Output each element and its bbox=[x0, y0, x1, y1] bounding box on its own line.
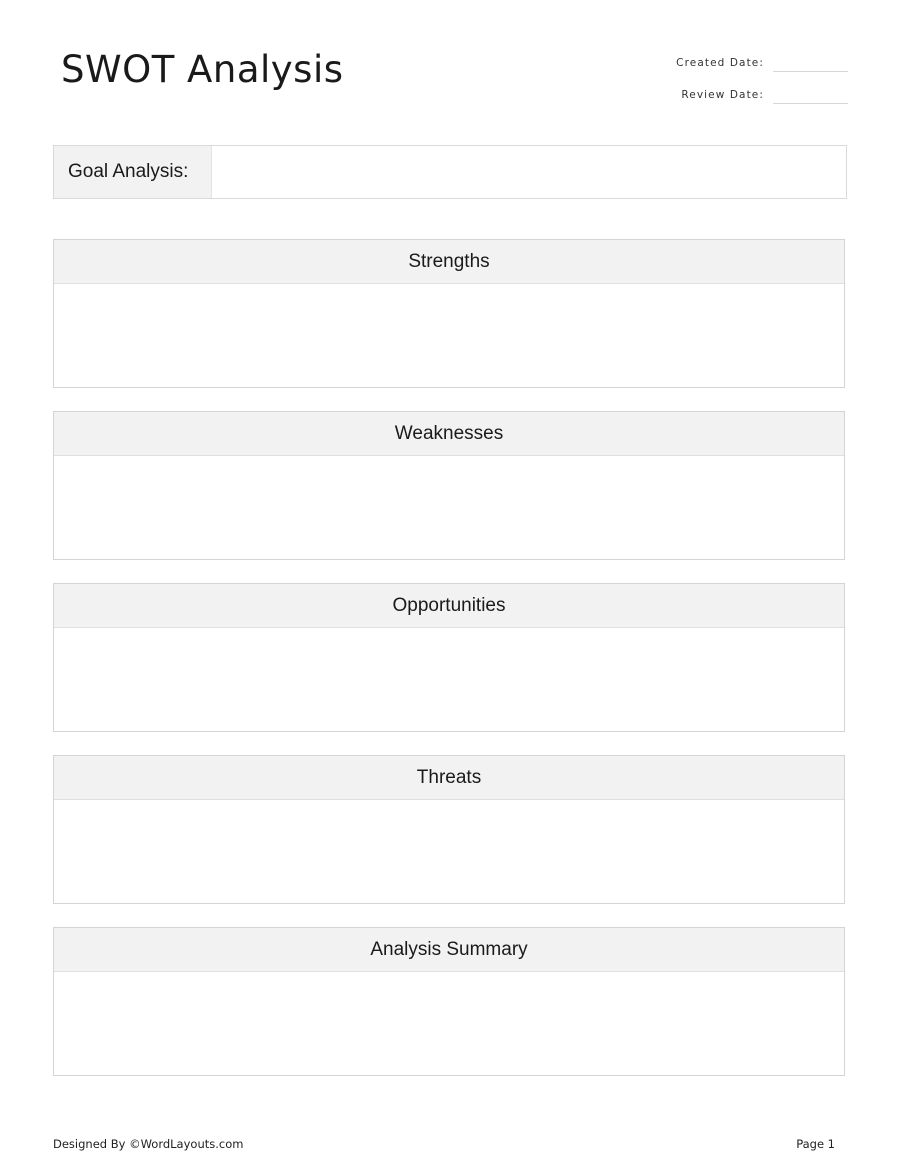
created-date-field[interactable] bbox=[773, 71, 848, 72]
footer-credit: Designed By ©WordLayouts.com bbox=[53, 1137, 244, 1151]
strengths-field[interactable] bbox=[54, 284, 844, 388]
weaknesses-header: Weaknesses bbox=[54, 412, 844, 456]
opportunities-header: Opportunities bbox=[54, 584, 844, 628]
analysis-summary-field[interactable] bbox=[54, 972, 844, 1076]
analysis-summary-header: Analysis Summary bbox=[54, 928, 844, 972]
review-date-label: Review Date: bbox=[681, 89, 764, 101]
review-date-field[interactable] bbox=[773, 103, 848, 104]
page-number: Page 1 bbox=[796, 1137, 835, 1151]
goal-analysis-label: Goal Analysis: bbox=[54, 146, 212, 198]
weaknesses-section bbox=[53, 411, 845, 560]
strengths-header: Strengths bbox=[54, 240, 844, 284]
threats-header: Threats bbox=[54, 756, 844, 800]
threats-section bbox=[53, 755, 845, 904]
page-title: SWOT Analysis bbox=[61, 48, 344, 91]
weaknesses-field[interactable] bbox=[54, 456, 844, 560]
analysis-summary-section bbox=[53, 927, 845, 1076]
created-date-row bbox=[640, 57, 848, 73]
created-date-label: Created Date: bbox=[676, 57, 764, 69]
threats-field[interactable] bbox=[54, 800, 844, 904]
opportunities-field[interactable] bbox=[54, 628, 844, 732]
strengths-section bbox=[53, 239, 845, 388]
opportunities-section bbox=[53, 583, 845, 732]
goal-analysis-field[interactable] bbox=[212, 146, 846, 198]
goal-analysis-row bbox=[53, 145, 847, 199]
review-date-row bbox=[640, 89, 848, 105]
